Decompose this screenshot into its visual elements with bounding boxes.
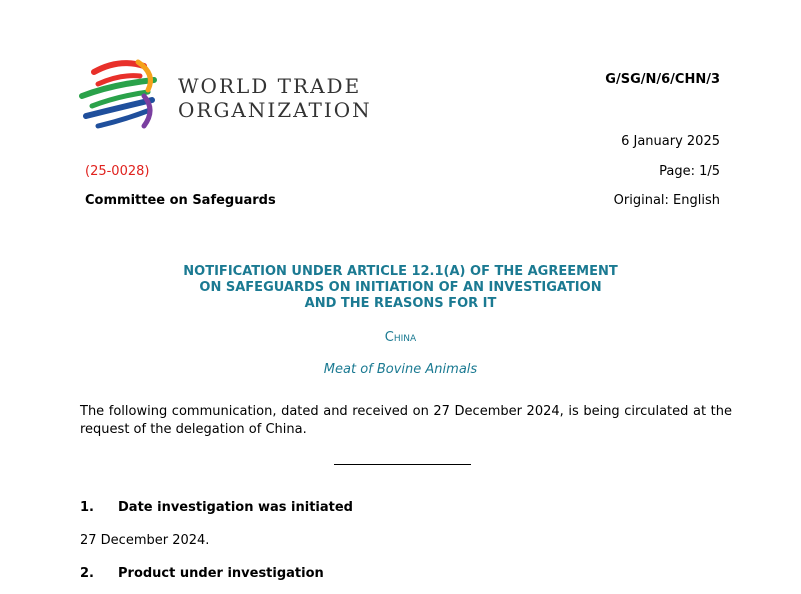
committee-name: Committee on Safeguards xyxy=(85,193,276,208)
title-line-2: ON SAFEGUARDS ON INITIATION OF AN INVESTIGATION xyxy=(199,280,602,295)
org-name-line1: WORLD TRADE xyxy=(178,74,362,98)
section-number: 2. xyxy=(80,566,94,581)
document-date: 6 January 2025 xyxy=(621,134,720,149)
section-title: Product under investigation xyxy=(118,566,324,581)
document-title xyxy=(0,264,801,312)
document-symbol: G/SG/N/6/CHN/3 xyxy=(605,72,720,87)
page-indicator: Page: 1/5 xyxy=(659,164,720,179)
section-heading-1 xyxy=(80,500,353,515)
organization-name xyxy=(178,74,372,122)
wto-logo-icon xyxy=(74,50,164,140)
title-line-3: AND THE REASONS FOR IT xyxy=(304,296,497,311)
intro-paragraph: The following communication, dated and received on 27 December 2024, is being circulated at the request of the delegation of China. xyxy=(80,404,732,437)
notifying-country: China xyxy=(384,330,417,345)
document-number: (25-0028) xyxy=(85,164,150,179)
title-line-1: NOTIFICATION UNDER ARTICLE 12.1(A) OF THE AGREEMENT xyxy=(183,264,618,279)
section-title: Date investigation was initiated xyxy=(118,500,353,515)
org-name-line2: ORGANIZATION xyxy=(178,98,372,122)
section-body-1: 27 December 2024. xyxy=(80,533,210,548)
divider xyxy=(334,464,471,465)
section-number: 1. xyxy=(80,500,94,515)
original-language: Original: English xyxy=(613,193,720,208)
product-name: Meat of Bovine Animals xyxy=(323,362,478,377)
section-heading-2 xyxy=(80,566,324,581)
